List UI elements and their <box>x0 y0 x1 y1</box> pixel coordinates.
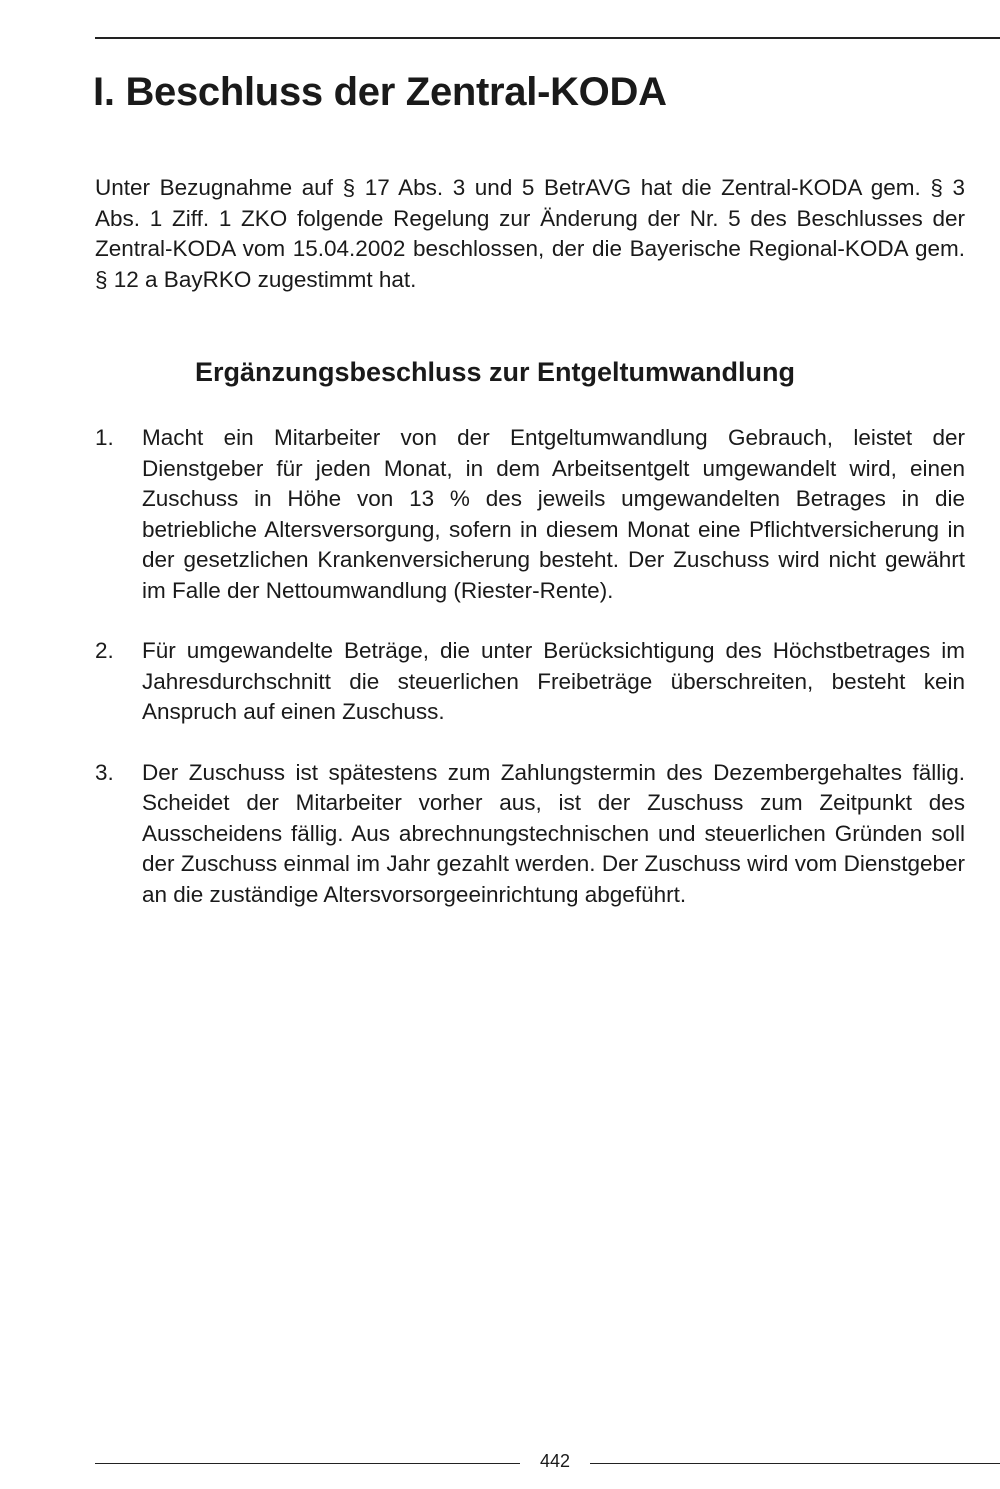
list-item-text: Für umgewandelte Beträge, die unter Berücksichtigung des Höchstbetrages im Jahresdurchschnitt die steuerlichen Freibeträge überschreiten, besteht kein Anspruch auf einen Zuschuss. <box>142 638 965 724</box>
intro-paragraph: Unter Bezugnahme auf § 17 Abs. 3 und 5 BetrAVG hat die Zentral-KODA gem. § 3 Abs. 1 Ziff. 1 ZKO folgende Regelung zur Änderung der Nr. 5 des Beschlusses der Zentral-KODA vom 15.04.2002 beschlossen, der die Bayerische Regional-KODA gem. § 12 a BayRKO zugestimmt hat. <box>95 175 965 292</box>
footer-rule-right <box>590 1463 1000 1464</box>
list-item-number: 2. <box>95 638 114 663</box>
footer-rule-left <box>95 1463 520 1464</box>
list-item <box>95 758 965 911</box>
page-title: I. Beschluss der Zentral-KODA <box>93 70 667 114</box>
list-item-text: Macht ein Mitarbeiter von der Entgeltumwandlung Gebrauch, leistet der Dienstgeber für jeden Monat, in dem Arbeitsentgelt umgewandelt wird, einen Zuschuss in Höhe von 13 % des jeweils umgewandelten Betrages in die betriebliche Altersversorgung, sofern in diesem Monat eine Pflichtversicherung in der gesetzlichen Krankenversicherung besteht. Der Zuschuss wird nicht gewährt im Falle der Nettoumwandlung (Riester-Rente). <box>142 425 965 603</box>
list-item-number: 3. <box>95 759 114 785</box>
page-number: 442 <box>539 1451 571 1471</box>
top-rule <box>95 37 1000 39</box>
list-item <box>95 636 965 728</box>
list-item <box>95 423 965 606</box>
section-subtitle: Ergänzungsbeschluss zur Entgeltumwandlung <box>194 357 796 387</box>
list-item-number: 1. <box>95 425 114 450</box>
numbered-list <box>95 423 965 940</box>
list-item-text: Der Zuschuss ist spätestens zum Zahlungstermin des Dezembergehaltes fällig. Scheidet der Mitarbeiter vorher aus, ist der Zuschuss zum Zeitpunkt des Ausscheidens fällig. Aus abrechnungstechnischen und steuerlichen Gründen soll der Zuschuss einmal im Jahr gezahlt werden. Der Zuschuss wird vom Dienstgeber an die zuständige Altersvorsorgeeinrichtung abgeführt. <box>142 759 965 907</box>
